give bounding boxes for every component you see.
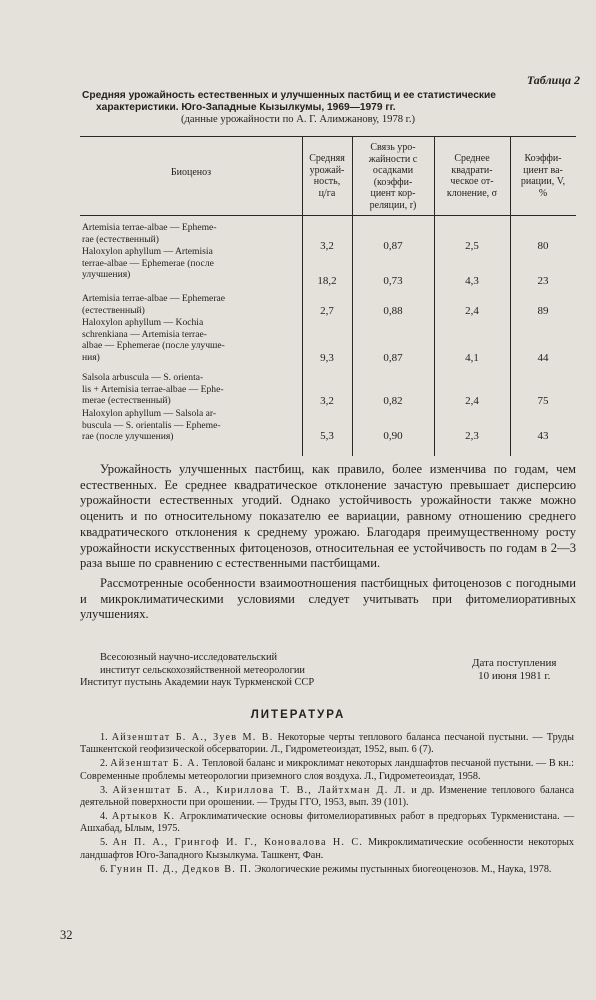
cell-correlation: 0,82 xyxy=(383,395,403,407)
reference-number: 5. xyxy=(100,837,108,849)
cell-variation: 89 xyxy=(537,305,549,317)
header-std-line: ческое от- xyxy=(450,176,494,187)
header-var-line: циент ва- xyxy=(523,164,563,176)
received-date xyxy=(472,657,556,683)
table-caption xyxy=(82,90,574,126)
header-biocenosis: Биоценоз xyxy=(170,167,212,178)
header-yield-line: урожай- xyxy=(309,164,345,176)
cell-std: 4,1 xyxy=(465,352,479,364)
caption-line-1: Средняя урожайность естественных и улучшенных пастбищ и ее статистические xyxy=(82,90,496,101)
cell-variation: 23 xyxy=(537,275,549,287)
cell-variation: 80 xyxy=(537,240,549,252)
reference-item xyxy=(80,758,574,783)
reference-authors: Айзенштат Б. А., Кириллова Т. В., Лайтхман Д. Л. xyxy=(112,784,407,796)
biocenosis-line: terrae-albae — Ephemerae (после xyxy=(82,257,214,269)
paragraph: Урожайность улучшенных пастбищ, как правило, более изменчива по годам, чем естественных. Ее среднее квадратическое отклонение зачастую превышает дисперсию урожайности естественных угодий. Однако устойчивость урожайности также можно оценить и по относительному показателю ее вариации, равному отношению среднего квадратического отклонения к среднему урожаю. Благодаря преимущественному росту урожайности искусственных фитоценозов, относительная ее устойчивость по годам в 2—3 раза выше по сравнению с естественными пастбищами. xyxy=(80,462,576,571)
biocenosis-line: ния) xyxy=(82,352,100,364)
biocenosis-line: улучшения) xyxy=(82,269,131,281)
literature-heading: ЛИТЕРАТУРА xyxy=(250,709,346,721)
biocenosis-line: Haloxylon aphyllum — Artemisia xyxy=(82,246,213,257)
biocenosis-line: Artemisia terrae-albae — Ephemerae xyxy=(82,293,226,304)
cell-correlation: 0,87 xyxy=(383,352,403,364)
header-var-line: % xyxy=(538,187,548,199)
header-std-line: Среднее xyxy=(454,153,490,164)
cell-correlation: 0,87 xyxy=(383,240,403,252)
reference-authors: Ан П. А., Грингоф И. Г., Коновалова Н. С. xyxy=(112,837,364,849)
reference-number: 2. xyxy=(100,758,108,770)
table-row-biocenosis xyxy=(82,408,294,443)
biocenosis-line: Haloxylon aphyllum — Kochia xyxy=(82,317,204,328)
biocenosis-line: Haloxylon aphyllum — Salsola ar- xyxy=(82,408,217,419)
cell-yield: 2,7 xyxy=(320,305,334,317)
table-row-biocenosis xyxy=(82,246,294,281)
reference-item xyxy=(80,785,574,810)
reference-authors: Айзенштат Б. А., Зуев М. В. xyxy=(111,732,274,743)
reference-number: 3. xyxy=(100,784,108,796)
affiliation xyxy=(80,652,314,690)
reference-text: и др. Изменение теплового баланса деятельной поверхности при орошении. — Труды ГГО, 1953, вып. 39 (101). xyxy=(80,784,574,809)
header-yield xyxy=(302,153,352,199)
table-top-rule xyxy=(80,136,576,137)
header-var-line: Коэффи- xyxy=(524,153,562,164)
reference-list xyxy=(80,732,574,877)
cell-yield: 9,3 xyxy=(320,352,334,364)
affiliation-line: Институт пустынь Академии наук Туркменской ССР xyxy=(80,677,315,688)
table-row-biocenosis xyxy=(82,317,294,364)
biocenosis-line: buscula — S. orientalis — Epheme- xyxy=(82,419,221,431)
cell-std: 2,5 xyxy=(465,240,479,252)
cell-correlation: 0,90 xyxy=(383,430,403,442)
reference-text: Тепловой баланс и микроклимат некоторых ландшафтов песчаной пустыни. — В кн.: Современные проблемы метеорологии приземного слоя воздуха. Л., Гидрометеоиздат, 1958. xyxy=(80,758,574,782)
biocenosis-line: merae (естественный) xyxy=(82,395,171,407)
reference-number: 4. xyxy=(100,810,108,822)
reference-number: 1. xyxy=(100,732,108,743)
biocenosis-line: Artemisia terrae-albae — Epheme- xyxy=(82,222,217,233)
biocenosis-line: Salsola arbuscula — S. orienta- xyxy=(82,372,204,383)
page-number: 32 xyxy=(60,928,73,942)
yield-table xyxy=(80,136,576,456)
received-value: 10 июня 1981 г. xyxy=(478,670,551,682)
reference-authors: Артыков К. xyxy=(111,810,176,822)
header-variation xyxy=(510,153,576,199)
cell-yield: 3,2 xyxy=(320,240,334,252)
cell-yield: 18,2 xyxy=(317,275,337,287)
header-corr-line: осадками xyxy=(372,165,414,176)
cell-correlation: 0,73 xyxy=(383,275,403,287)
affiliation-line: институт сельскохозяйственной метеорологии xyxy=(100,664,305,676)
table-header-rule xyxy=(80,215,576,216)
header-corr-line: (коэффи- xyxy=(373,176,413,188)
cell-std: 2,4 xyxy=(465,305,479,317)
header-yield-line: ц/га xyxy=(318,187,336,199)
table-row-biocenosis xyxy=(82,293,294,316)
header-std-line: клонение, σ xyxy=(446,187,498,199)
biocenosis-line: (естественный) xyxy=(82,304,145,316)
biocenosis-line: rae (естественный) xyxy=(82,233,159,245)
paragraph: Рассмотренные особенности взаимоотношения пастбищных фитоценозов с погодными и микроклиматическими условиями следует учитывать при фитомелиоративных улучшениях. xyxy=(80,575,576,622)
cell-yield: 3,2 xyxy=(320,395,334,407)
caption-line-2: характеристики. Юго-Западные Кызылкумы, 1969—1979 гг. xyxy=(96,102,396,113)
reference-text: Агроклиматические основы фитомелиоративных работ в предгорьях Туркменистана. — Ашхабад, Ылым, 1975. xyxy=(80,810,575,835)
header-corr-line: циент кор- xyxy=(370,188,416,199)
header-corr-line: жайности с xyxy=(368,153,418,165)
reference-item xyxy=(80,811,574,836)
cell-std: 2,3 xyxy=(465,430,479,442)
header-std-line: квадрати- xyxy=(451,164,493,176)
table-label: Таблица 2 xyxy=(526,73,580,87)
header-var-line: риации, V, xyxy=(520,176,566,187)
reference-authors: Айзенштат Б. А. xyxy=(110,758,200,770)
table-row-biocenosis xyxy=(82,222,294,245)
biocenosis-line: albae — Ephemerae (после улучше- xyxy=(82,340,225,352)
cell-variation: 44 xyxy=(537,352,549,364)
caption-line-3: (данные урожайности по А. Г. Алимжанову, 1978 г.) xyxy=(180,114,416,125)
reference-text: Микроклиматические особенности некоторых ландшафтов Юго-Западного Кызылкума. Ташкент, Фан. xyxy=(80,837,574,861)
header-corr-line: Связь уро- xyxy=(370,142,416,153)
biocenosis-line: lis + Artemisia terrae-albae — Ephe- xyxy=(82,383,224,395)
header-corr-line: реляции, r) xyxy=(369,199,417,211)
header-yield-line: Средняя xyxy=(309,153,345,164)
body-text xyxy=(80,462,576,623)
reference-text: Экологические режимы пустынных биогеоценозов. М., Наука, 1978. xyxy=(254,863,552,875)
reference-number: 6. xyxy=(100,863,108,875)
cell-std: 2,4 xyxy=(465,395,479,407)
table-row-biocenosis xyxy=(82,372,294,407)
received-label: Дата поступления xyxy=(472,657,557,669)
header-correlation xyxy=(352,142,434,211)
cell-variation: 43 xyxy=(537,430,549,442)
reference-text: Некоторые черты теплового баланса песчаной пустыни. — Труды Ташкентской геофизической обсерватории. Л., Гидрометеоиздат, 1952, вып. 6 (7). xyxy=(80,732,575,756)
biocenosis-line: rae (после улучшения) xyxy=(82,431,174,443)
reference-item xyxy=(80,732,574,757)
cell-yield: 5,3 xyxy=(320,430,334,442)
cell-std: 4,3 xyxy=(465,275,479,287)
affiliation-line: Всесоюзный научно-исследовательский xyxy=(100,652,278,663)
cell-variation: 75 xyxy=(537,395,549,407)
reference-item xyxy=(80,837,574,862)
biocenosis-line: schrenkiana — Artemisia terrae- xyxy=(82,328,207,340)
header-yield-line: ность, xyxy=(313,176,341,187)
header-std-deviation xyxy=(434,153,510,199)
cell-correlation: 0,88 xyxy=(383,305,403,317)
reference-authors: Гунин П. Д., Дедков В. П. xyxy=(110,863,253,875)
reference-item xyxy=(80,864,574,876)
